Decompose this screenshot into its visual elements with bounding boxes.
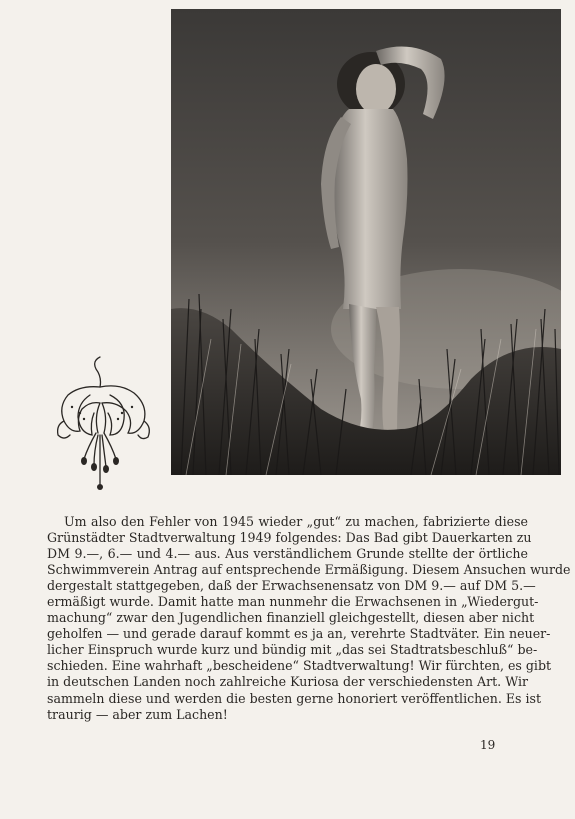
- photograph-figure-in-dunes-icon: [171, 9, 561, 475]
- text-line: Um also den Fehler von 1945 wieder „gut“ zu machen, fabrizierte diese: [64, 514, 528, 529]
- text-line: traurig — aber zum Lachen!: [47, 706, 228, 722]
- page-number: 19: [480, 738, 496, 752]
- photograph: [171, 9, 561, 475]
- text-line: Grünstädter Stadtverwaltung 1949 folgendes: Das Bad gibt Dauerkarten zu: [47, 530, 532, 546]
- text-line: DM 9.—, 6.— und 4.— aus. Aus verständlichem Grunde stellte der örtliche: [47, 546, 528, 562]
- text-line: machung“ zwar den Jugendlichen finanziell gleichgestellt, diesen aber nicht: [47, 610, 535, 626]
- text-line: geholfen — und gerade darauf kommt es ja an, verehrte Stadtväter. Ein neuer-: [47, 626, 551, 642]
- text-line: ermäßigt wurde. Damit hatte man nunmehr die Erwachsenen in „Wiedergut-: [47, 594, 539, 610]
- lily-flower-icon: [50, 355, 158, 495]
- text-line: in deutschen Landen noch zahlreiche Kuriosa der verschiedensten Art. Wir: [47, 674, 528, 690]
- body-paragraph: [47, 514, 571, 723]
- text-line: sammeln diese und werden die besten gerne honoriert veröffentlichen. Es ist: [47, 690, 542, 706]
- text-line: licher Einspruch wurde kurz und bündig mit „das sei Stadtratsbeschluß“ be-: [47, 642, 538, 658]
- text-line: schieden. Eine wahrhaft „bescheidene“ Stadtverwaltung! Wir fürchten, es gibt: [47, 658, 552, 674]
- text-line: Schwimmverein Antrag auf entsprechende Ermäßigung. Diesem Ansuchen wurde: [47, 562, 571, 578]
- text-line: dergestalt stattgegeben, daß der Erwachsenensatz von DM 9.— auf DM 5.—: [47, 578, 536, 594]
